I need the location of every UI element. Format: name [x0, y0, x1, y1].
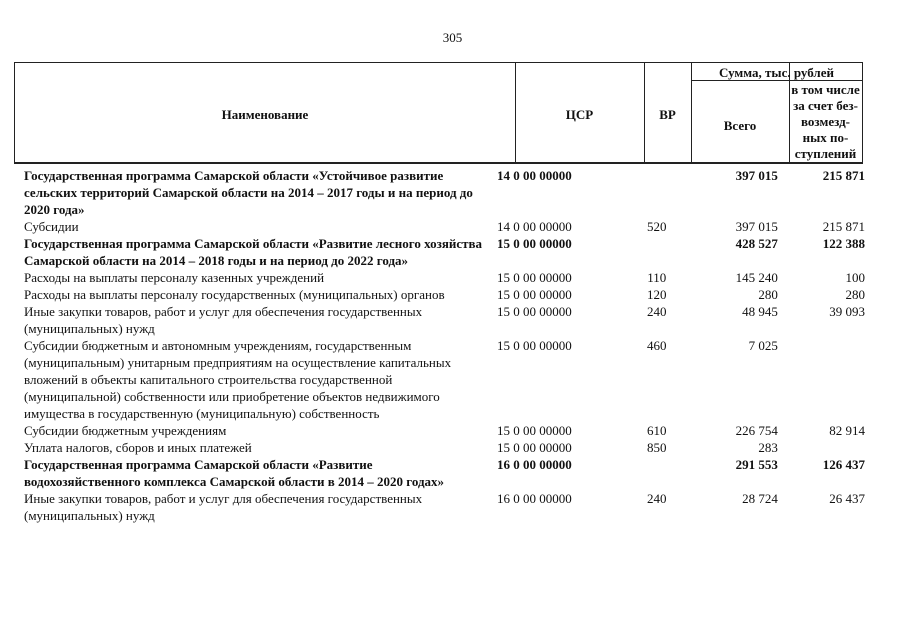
row-grant: 100: [845, 270, 865, 285]
table-header: [14, 62, 863, 163]
row-grant: 122 388: [822, 236, 865, 251]
row-csr: 15 0 00 00000: [496, 270, 572, 285]
row-total: 397 015: [735, 168, 778, 183]
row-name: Государственная программа Самарской области «Устойчивое развитие сельских территорий Самарской области на 2014 – 2017 годы и на период до 2020 года»: [24, 168, 473, 217]
table-row: [24, 490, 890, 524]
row-grant: 215 871: [822, 168, 865, 183]
row-vr: [623, 456, 691, 490]
row-total: 226 754: [735, 423, 778, 438]
header-summa: Сумма, тыс. рублей: [719, 65, 834, 80]
row-grant: 82 914: [829, 423, 865, 438]
row-csr: 16 0 00 00000: [496, 491, 572, 506]
row-grant: 26 437: [829, 491, 865, 506]
header-csr: ЦСР: [565, 107, 594, 122]
header-name: Наименование: [221, 107, 309, 122]
row-name: Субсидии бюджетным учреждениям: [24, 423, 227, 438]
row-csr: 16 0 00 00000: [496, 457, 572, 472]
row-grant: [778, 337, 890, 422]
row-total: 28 724: [742, 491, 778, 506]
row-total: 428 527: [735, 236, 778, 251]
row-name: Расходы на выплаты персоналу казенных учреждений: [24, 270, 325, 285]
row-name: Иные закупки товаров, работ и услуг для обеспечения государственных (муниципальных) нужд: [24, 491, 423, 523]
row-csr: 15 0 00 00000: [496, 287, 572, 302]
row-name: Государственная программа Самарской области «Развитие лесного хозяйства Самарской области на 2014 – 2018 годы и на период до 2022 года»: [24, 236, 483, 268]
page-number: 305: [442, 30, 463, 45]
row-total: 145 240: [735, 270, 778, 285]
row-grant: 39 093: [829, 304, 865, 319]
row-total: 7 025: [748, 338, 778, 353]
header-grant-line: в том числе: [791, 82, 860, 97]
header-grant-line: ных по-: [802, 130, 849, 145]
row-name: Субсидии: [24, 219, 79, 234]
row-vr: 120: [647, 287, 667, 302]
table-row: [24, 456, 890, 490]
row-name: Государственная программа Самарской области «Развитие водохозяйственного комплекса Самарской области в 2014 – 2020 годах»: [24, 457, 445, 489]
row-total: 291 553: [735, 457, 778, 472]
table-row: [24, 286, 890, 303]
row-csr: 15 0 00 00000: [496, 236, 572, 251]
row-csr: 15 0 00 00000: [496, 338, 572, 353]
row-csr: 15 0 00 00000: [496, 423, 572, 438]
header-grant-line: за счет без-: [793, 98, 858, 113]
row-name: Расходы на выплаты персоналу государственных (муниципальных) органов: [24, 287, 445, 302]
table-row: [24, 235, 890, 269]
row-total: 397 015: [735, 219, 778, 234]
row-vr: [623, 235, 691, 269]
row-vr: 520: [647, 219, 667, 234]
header-bottom-rule: [14, 163, 863, 164]
table-body: [24, 167, 890, 524]
row-vr: 460: [647, 338, 667, 353]
row-vr: [623, 167, 691, 218]
row-vr: 610: [647, 423, 667, 438]
table-row: [24, 337, 890, 422]
header-total: Всего: [723, 118, 757, 133]
row-csr: 15 0 00 00000: [496, 304, 572, 319]
header-vr: ВР: [659, 107, 676, 122]
row-csr: 14 0 00 00000: [496, 219, 572, 234]
row-name: Иные закупки товаров, работ и услуг для обеспечения государственных (муниципальных) нужд: [24, 304, 423, 336]
table-row: [24, 439, 890, 456]
row-csr: 15 0 00 00000: [496, 440, 572, 455]
header-grant-line: возмезд-: [801, 114, 850, 129]
table-row: [24, 269, 890, 286]
header-grant: [789, 82, 862, 162]
row-grant: 215 871: [822, 219, 865, 234]
row-total: 280: [758, 287, 778, 302]
row-csr: 14 0 00 00000: [496, 168, 572, 183]
row-name: Уплата налогов, сборов и иных платежей: [24, 440, 252, 455]
row-vr: 240: [647, 304, 667, 319]
row-total: 48 945: [742, 304, 778, 319]
table-row: [24, 167, 890, 218]
row-total: 283: [758, 440, 778, 455]
table-row: [24, 218, 890, 235]
row-grant: [778, 439, 890, 456]
row-grant: 126 437: [822, 457, 865, 472]
row-grant: 280: [845, 287, 865, 302]
row-vr: 240: [647, 491, 667, 506]
row-vr: 850: [647, 440, 667, 455]
table-row: [24, 422, 890, 439]
row-name: Субсидии бюджетным и автономным учреждениям, государственным (муниципальным) унитарным предприятиям на осуществление капитальных вложений в объекты капитального строительства государственной (муниципальной) собственности или приобретение объектов недвижимого имущества в государственную (муниципальную) собственность: [24, 338, 452, 421]
row-vr: 110: [647, 270, 667, 285]
table-row: [24, 303, 890, 337]
header-grant-line: ступлений: [794, 146, 857, 161]
